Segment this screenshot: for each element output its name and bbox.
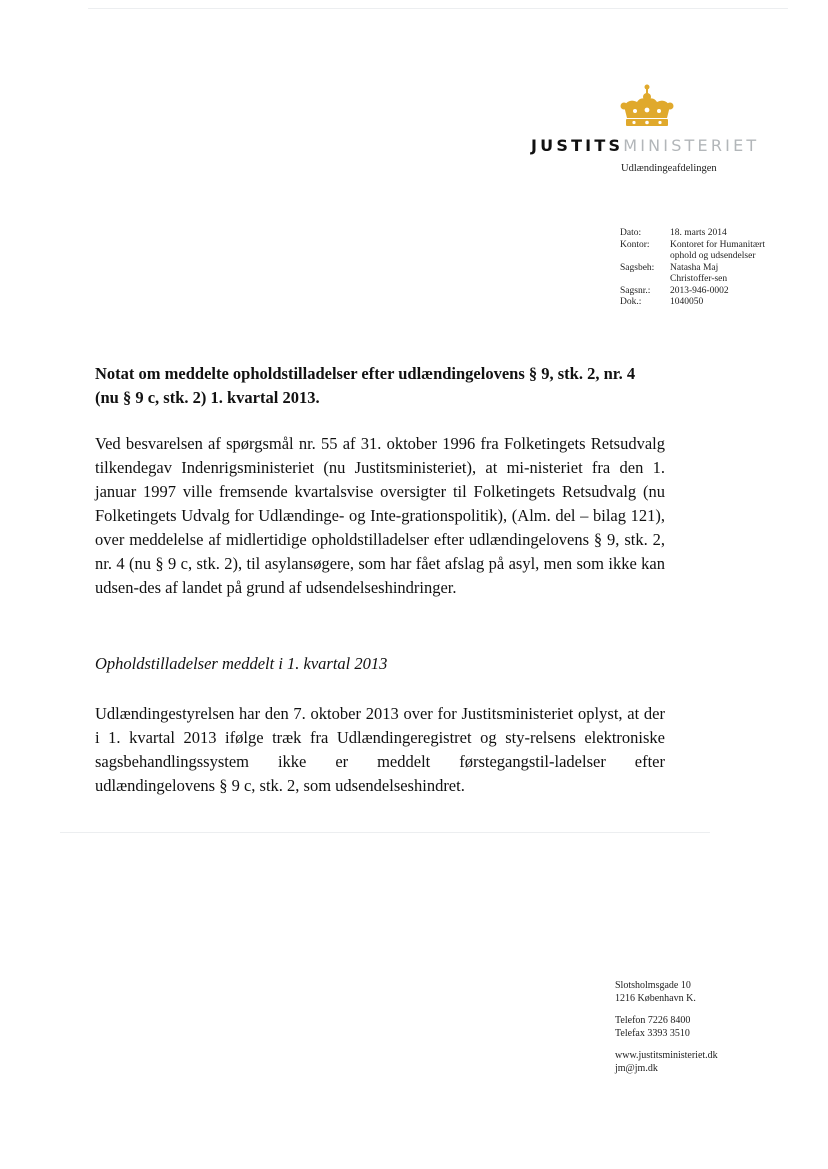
meta-label: Dato: <box>620 228 642 238</box>
meta-row-date <box>620 228 765 240</box>
ministry-wordmark <box>531 136 759 155</box>
wordmark-bold: JUSTITS <box>531 136 624 155</box>
scan-edge-line-top <box>88 8 788 9</box>
address-fax: Telefax 3393 3510 <box>615 1027 690 1039</box>
meta-value: Natasha Maj Christoffer-sen <box>670 262 728 284</box>
address-street: Slotsholmsgade 10 <box>615 980 691 991</box>
ministry-address-block <box>615 980 718 1075</box>
document-metadata <box>620 228 765 309</box>
address-phone: Telefon 7226 8400 <box>615 1015 691 1026</box>
meta-row-case-number <box>620 286 765 298</box>
meta-label: Sagsbeh: <box>620 262 655 273</box>
section-subheading: Opholdstilladelser meddelt i 1. kvartal 2013 <box>95 654 388 673</box>
meta-value: 18. marts 2014 <box>670 228 727 238</box>
scan-edge-line-bottom <box>60 832 710 833</box>
meta-label: Dok.: <box>620 297 642 307</box>
meta-label: Sagsnr.: <box>620 285 651 296</box>
address-email: jm@jm.dk <box>615 1062 658 1074</box>
meta-value: Kontoret for Humanitært ophold og udsendelser <box>670 239 765 261</box>
body-paragraph-2: Udlændingestyrelsen har den 7. oktober 2013 over for Justitsministeriet oplyst, at der i 1. kvartal 2013 ifølge træk fra Udlændingeregistret og sty-relsens elektroniske sagsbehandlingssystem ikke er meddelt førstegangstil-ladelser efter udlændingelovens § 9 c, stk. 2, som udsendelseshindret. <box>95 704 665 795</box>
department-name: Udlændingeafdelingen <box>621 163 717 174</box>
meta-label: Kontor: <box>620 239 650 250</box>
address-website: www.justitsministeriet.dk <box>615 1050 718 1061</box>
address-city: 1216 København K. <box>615 992 696 1004</box>
meta-row-case-handler <box>620 263 765 286</box>
document-title: Notat om meddelte opholdstilladelser efter udlændingelovens § 9, stk. 2, nr. 4 (nu § 9 c, stk. 2) 1. kvartal 2013. <box>95 364 636 407</box>
meta-value: 2013-946-0002 <box>670 285 729 296</box>
body-paragraph-1: Ved besvarelsen af spørgsmål nr. 55 af 31. oktober 1996 fra Folketingets Retsudvalg tilkendegav Indenrigsministeriet (nu Justitsministeriet), at mi-nisteriet fra den 1. januar 1997 ville fremsende kvartalsvise oversigter til Folketingets Retsudvalg (nu Folketingets Udvalg for Udlændinge- og Inte-grationspolitik), (Alm. del – bilag 121), over meddelelse af midlertidige opholdstilladelser efter udlændingelovens § 9, stk. 2, nr. 4 (nu § 9 c, stk. 2), til asylansøgere, som har fået afslag på asyl, men som ikke kan udsen-des af landet på grund af udsendelseshindringer. <box>95 434 665 597</box>
meta-value: 1040050 <box>670 297 704 307</box>
wordmark-light: MINISTERIET <box>623 136 760 155</box>
meta-row-document-number <box>620 297 765 309</box>
crown-icon <box>619 84 675 132</box>
meta-row-office <box>620 240 765 263</box>
